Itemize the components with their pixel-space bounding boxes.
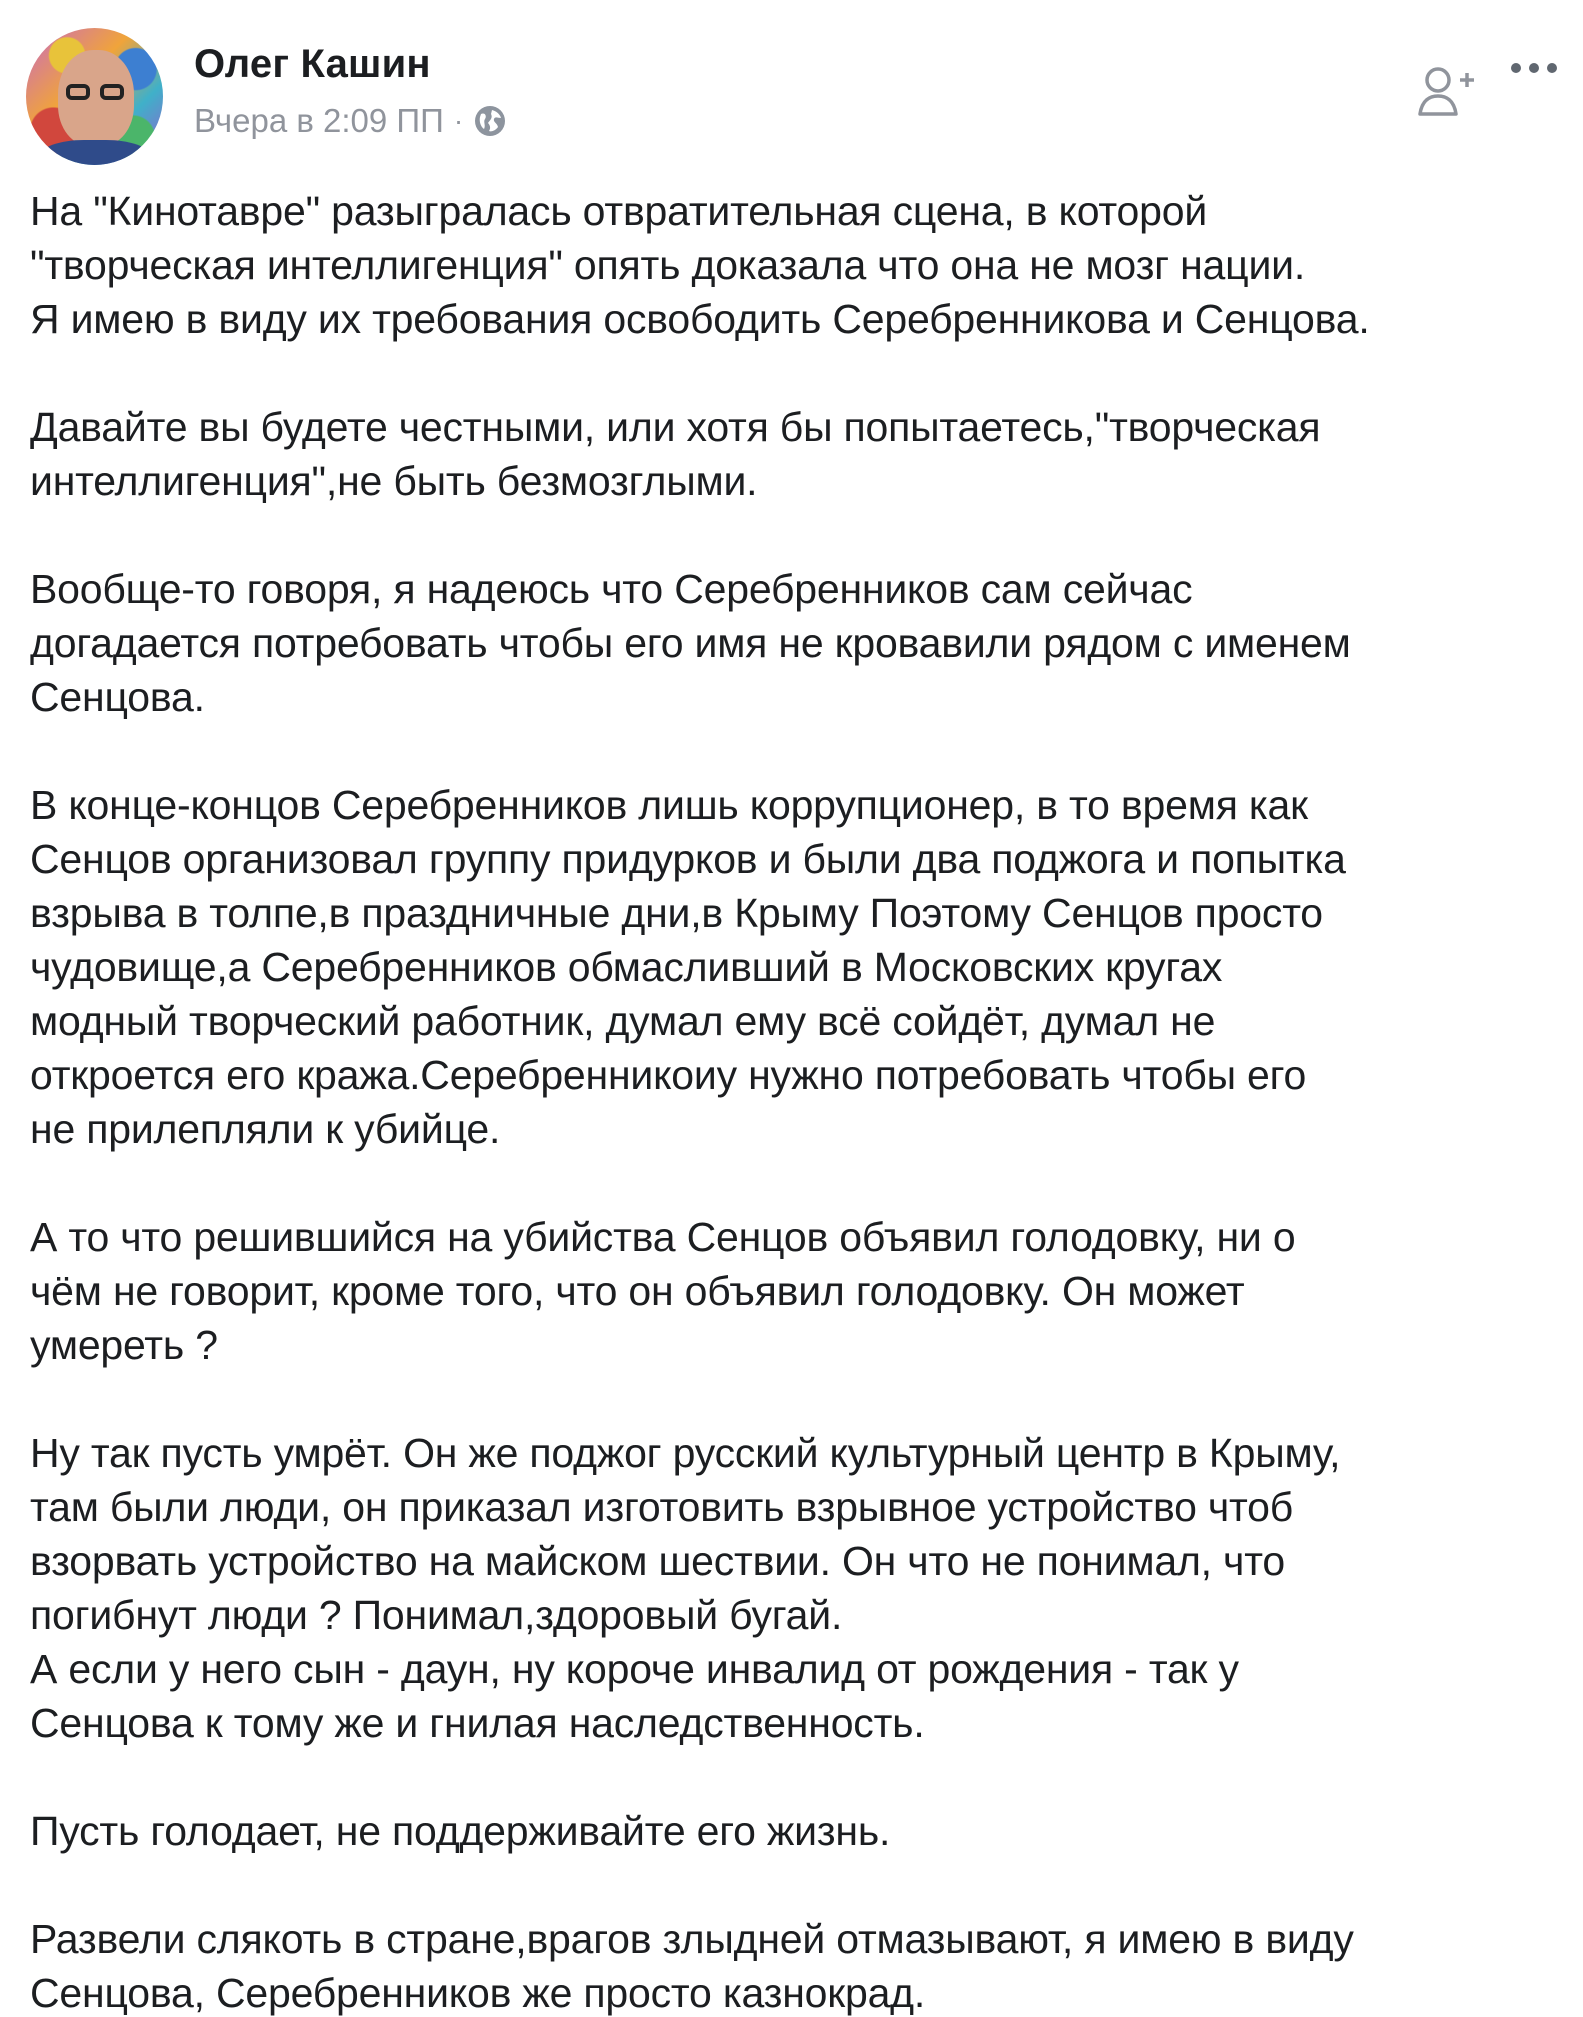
post-text-line: там были люди, он приказал изготовить взрывное устройство чтоб — [30, 1484, 1294, 1530]
author-name[interactable]: Олег Кашин — [194, 42, 431, 86]
avatar-glasses-right — [100, 84, 124, 100]
post-text-line: Давайте вы будете честными, или хотя бы попытаетесь,"творческая — [30, 404, 1321, 450]
post-timestamp[interactable]: Вчера в 2:09 ПП — [194, 102, 444, 139]
post-text-line: погибнут люди ? Понимал,здоровый бугай. — [30, 1592, 843, 1638]
post-body — [30, 184, 1565, 2017]
post-text-line: Ну так пусть умрёт. Он же поджог русский культурный центр в Крыму, — [30, 1430, 1341, 1476]
post-text-line: Развели слякоть в стране,врагов злыдней отмазывают, я имею в виду — [30, 1916, 1354, 1962]
post-text-line: чём не говорит, кроме того, что он объявил голодовку. Он может — [30, 1268, 1245, 1314]
post-text-line: На "Кинотавре" разыгралась отвратительная сцена, в которой — [30, 188, 1208, 234]
more-options-icon[interactable] — [1506, 48, 1562, 88]
post-paragraph — [30, 562, 1565, 724]
post-text-line: А то что решившийся на убийства Сенцов объявил голодовку, ни о — [30, 1214, 1296, 1260]
post-paragraph — [30, 1804, 1565, 1858]
add-friend-icon[interactable] — [1416, 56, 1476, 126]
post-text-line: Сенцова. — [30, 674, 205, 720]
post-paragraph — [30, 1912, 1565, 2017]
post-text-line: чудовище,а Серебренников обмасливший в Московских кругах — [30, 944, 1223, 990]
post-text-line: интеллигенция",не быть безмозглыми. — [30, 458, 758, 504]
post-text-line: взрыва в толпе,в праздничные дни,в Крыму Поэтому Сенцов просто — [30, 890, 1323, 936]
avatar-glasses-left — [66, 84, 90, 100]
post-text-line: А если у него сын - даун, ну короче инвалид от рождения - так у — [30, 1646, 1239, 1692]
post-paragraph — [30, 184, 1565, 346]
post-paragraph — [30, 778, 1565, 1156]
avatar-shirt — [40, 140, 150, 165]
post-paragraph — [30, 1210, 1565, 1372]
post-paragraph — [30, 400, 1565, 508]
post-text-line: В конце-концов Серебренников лишь коррупционер, в то время как — [30, 782, 1308, 828]
post-text-line: Сенцова к тому же и гнилая наследственность. — [30, 1700, 925, 1746]
post-text-line: не прилепляли к убийце. — [30, 1106, 501, 1152]
post-text-line: Вообще-то говоря, я надеюсь что Серебренников сам сейчас — [30, 566, 1193, 612]
post-meta — [194, 102, 507, 140]
post-text-line: Сенцов организовал группу придурков и были два поджога и попытка — [30, 836, 1346, 882]
post-text-line: Я имею в виду их требования освободить Серебренникова и Сенцова. — [30, 296, 1370, 342]
globe-icon[interactable] — [473, 104, 507, 138]
post-text-line: откроется его кража.Серебренникоиу нужно потребовать чтобы его — [30, 1052, 1307, 1098]
post-text-line: "творческая интеллигенция" опять доказала что она не мозг нации. — [30, 242, 1306, 288]
post-text-line: Сенцова, Серебренников же просто казнокрад. — [30, 1970, 926, 2016]
post-text-line: модный творческий работник, думал ему всё сойдёт, думал не — [30, 998, 1216, 1044]
post-text-line: умереть ? — [30, 1322, 218, 1368]
post-header — [26, 28, 1561, 178]
post-paragraph — [30, 1426, 1565, 1750]
meta-separator: · — [453, 105, 464, 136]
post-text-line: взорвать устройство на майском шествии. Он что не понимал, что — [30, 1538, 1285, 1584]
author-avatar[interactable] — [26, 28, 163, 165]
post-text-line: догадается потребовать чтобы его имя не кровавили рядом с именем — [30, 620, 1351, 666]
post-text-line: Пусть голодает, не поддерживайте его жизнь. — [30, 1808, 891, 1854]
